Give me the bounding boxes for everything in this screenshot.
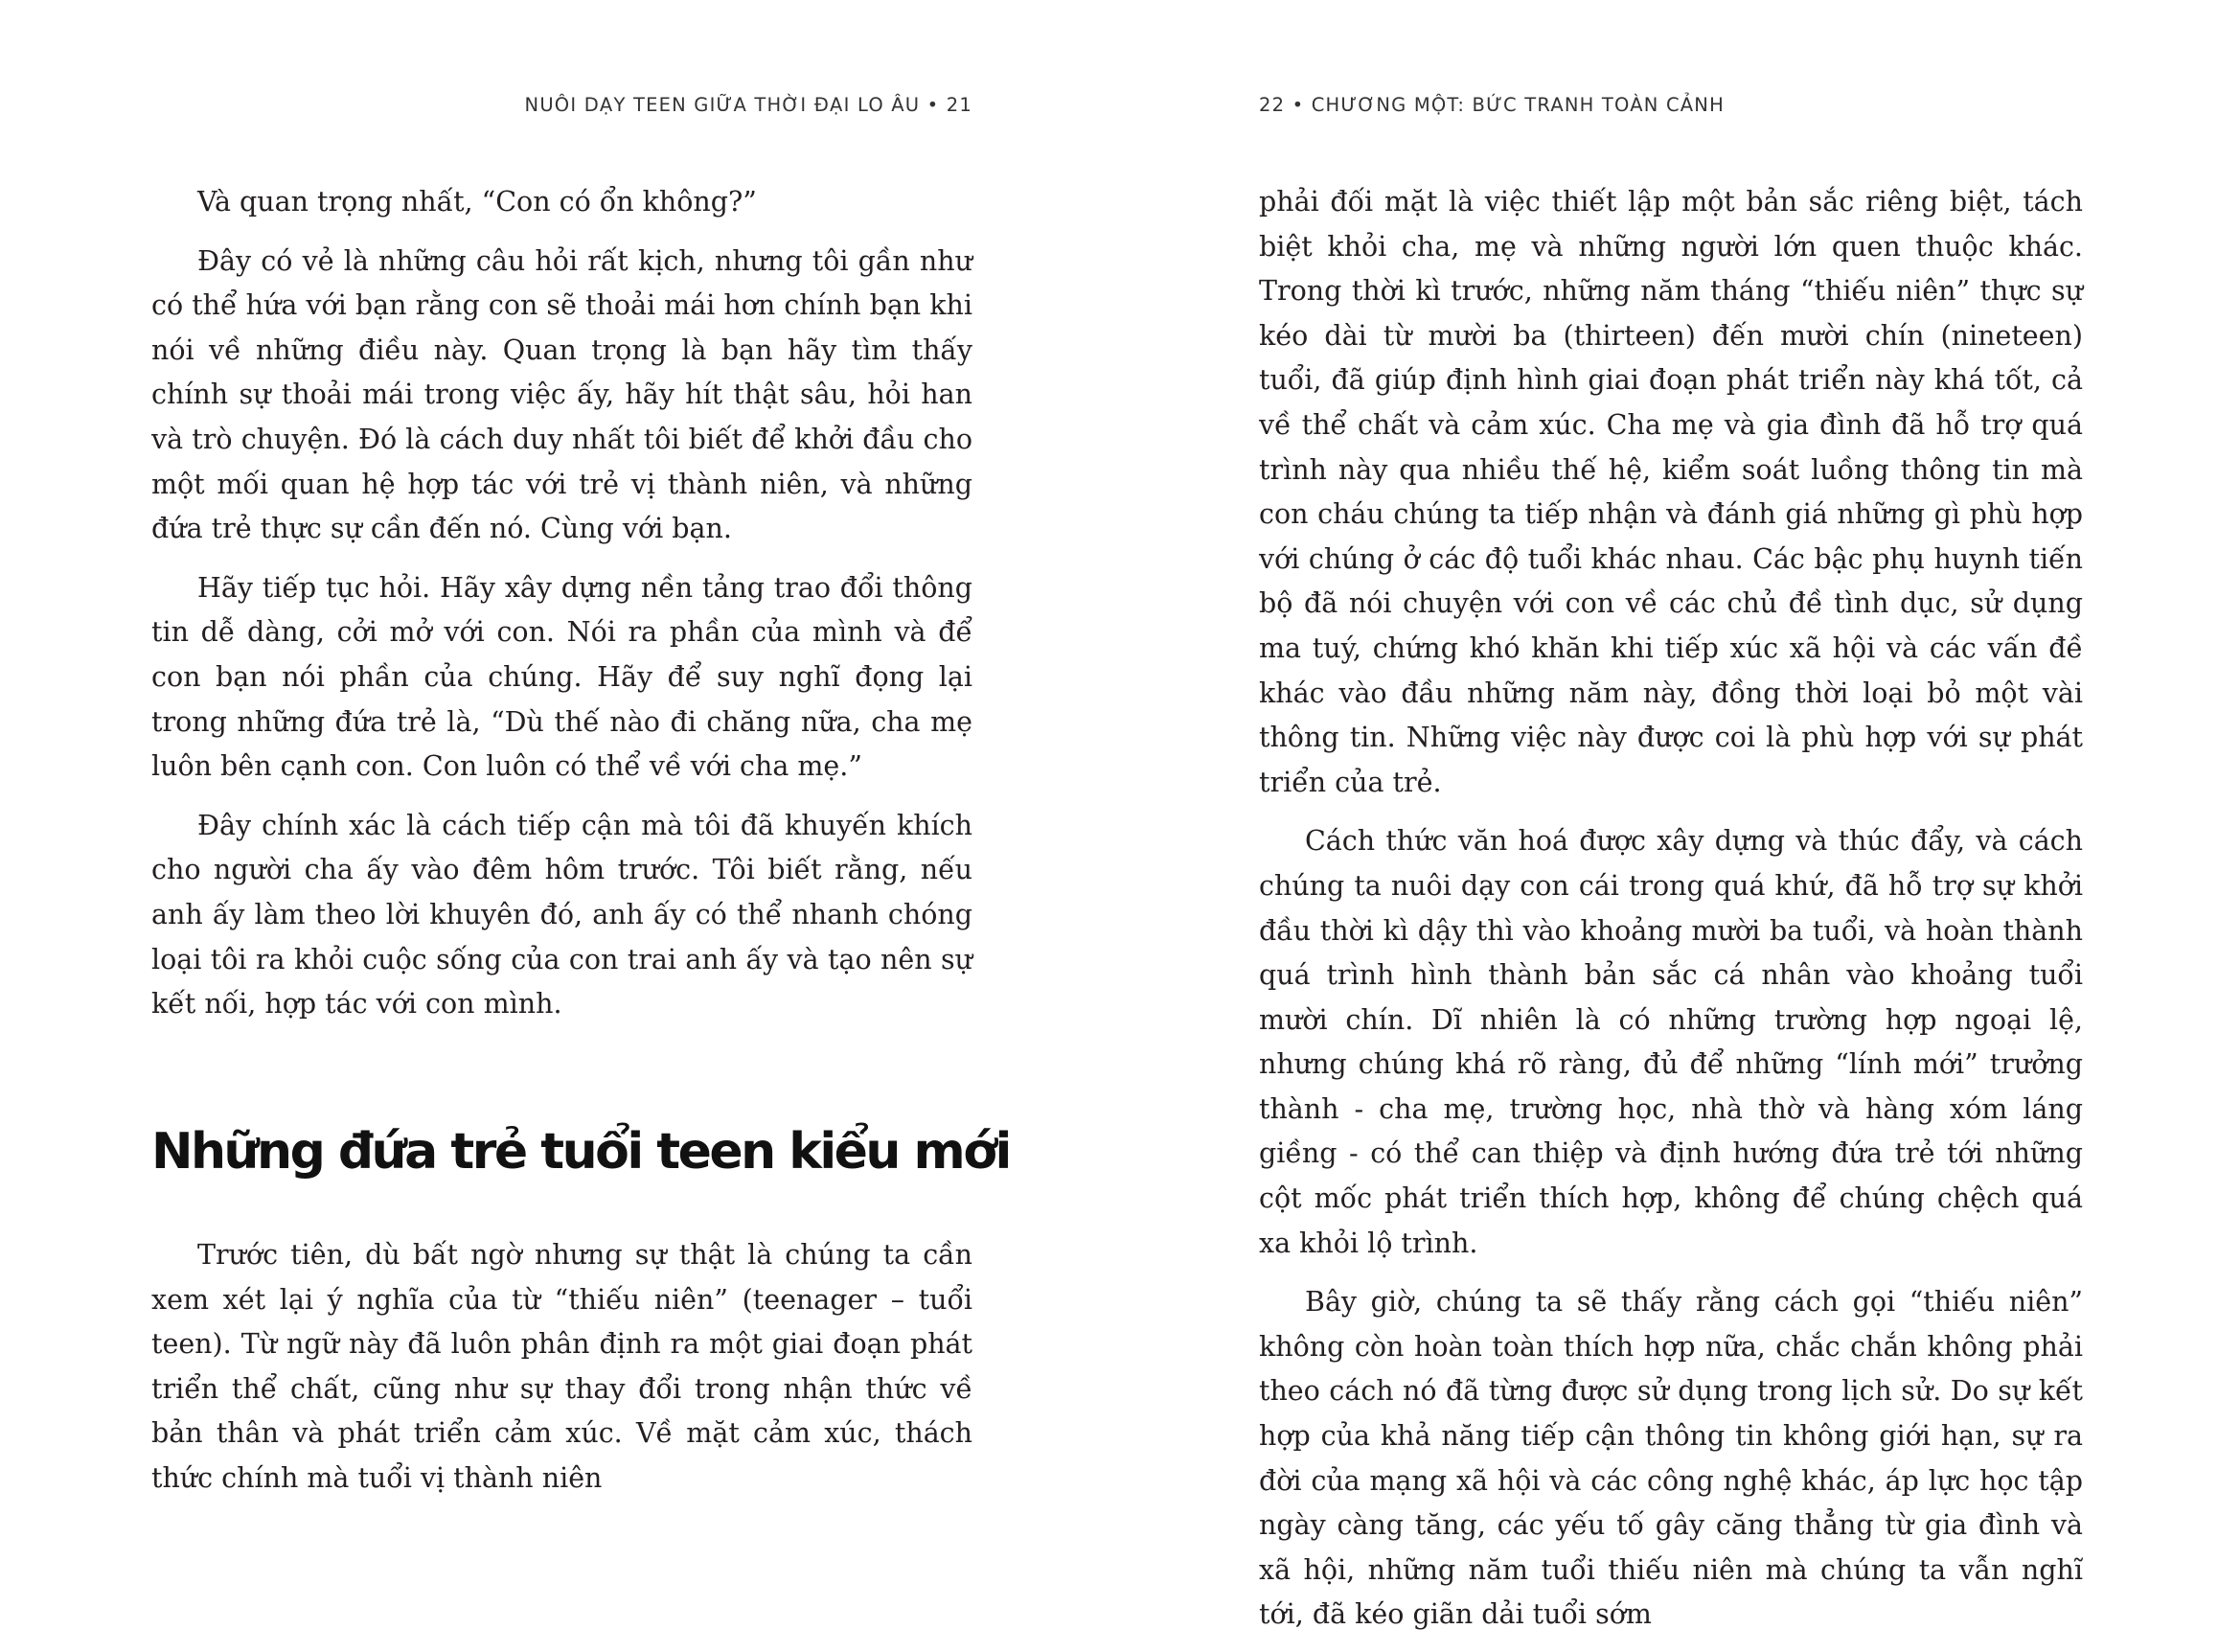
right-page xyxy=(1109,0,2218,1631)
paragraph: phải đối mặt là việc thiết lập một bản sắc riêng biệt, tách biệt khỏi cha, mẹ và những người lớn quen thuộc khác. Trong thời kì trước, những năm tháng “thiếu niên” thực sự kéo dài từ mười ba (thirteen) đến mười chín (nineteen) tuổi, đã giúp định hình giai đoạn phát triển này khá tốt, cả về thể chất và cảm xúc. Cha mẹ và gia đình đã hỗ trợ quá trình này qua nhiều thế hệ, kiểm soát luồng thông tin mà con cháu chúng ta tiếp nhận và đánh giá những gì phù hợp với chúng ở các độ tuổi khác nhau. Các bậc phụ huynh tiến bộ đã nói chuyện với con về các chủ đề tình dục, sử dụng ma tuý, chứng khó khăn khi tiếp xúc xã hội và các vấn đề khác vào đầu những năm này, đồng thời loại bỏ một vài thông tin. Những việc này được coi là phù hợp với sự phát triển của trẻ. xyxy=(1259,186,2083,798)
left-running-head: NUÔI DẠY TEEN GIỮA THỜI ĐẠI LO ÂU • 21 xyxy=(524,94,972,116)
right-running-head: 22 • CHƯƠNG MỘT: BỨC TRANH TOÀN CẢNH xyxy=(1259,94,1725,116)
left-body-top xyxy=(151,180,972,1042)
paragraph: Đây chính xác là cách tiếp cận mà tôi đã khuyến khích cho người cha ấy vào đêm hôm trước. Tôi biết rằng, nếu anh ấy làm theo lời khuyên đó, anh ấy có thể nhanh chóng loại tôi ra khỏi cuộc sống của con trai anh ấy và tạo nên sự kết nối, hợp tác với con mình. xyxy=(151,809,972,1021)
right-body xyxy=(1259,180,2083,1652)
paragraph: Đây có vẻ là những câu hỏi rất kịch, nhưng tôi gần như có thể hứa với bạn rằng con sẽ thoải mái hơn chính bạn khi nói về những điều này. Quan trọng là bạn hãy tìm thấy chính sự thoải mái trong việc ấy, hãy hít thật sâu, hỏi han và trò chuyện. Đó là cách duy nhất tôi biết để khởi đầu cho một mối quan hệ hợp tác với trẻ vị thành niên, và những đứa trẻ thực sự cần đến nó. Cùng với bạn. xyxy=(151,244,972,545)
section-heading: Những đứa trẻ tuổi teen kiểu mới xyxy=(151,1123,1010,1181)
paragraph: Hãy tiếp tục hỏi. Hãy xây dựng nền tảng trao đổi thông tin dễ dàng, cởi mở với con. Nói ra phần của mình và để con bạn nói phần của chúng. Hãy để suy nghĩ đọng lại trong những đứa trẻ là, “Dù thế nào đi chăng nữa, cha mẹ luôn bên cạnh con. Con luôn có thể về với cha mẹ.” xyxy=(151,571,972,783)
paragraph: Bây giờ, chúng ta sẽ thấy rằng cách gọi “thiếu niên” không còn hoàn toàn thích hợp nữa, chắc chắn không phải theo cách nó đã từng được sử dụng trong lịch sử. Do sự kết hợp của khả năng tiếp cận thông tin không giới hạn, sự ra đời của mạng xã hội và các công nghệ khác, áp lực học tập ngày càng tăng, các yếu tố gây căng thẳng từ gia đình và xã hội, những năm tuổi thiếu niên mà chúng ta vẫn nghĩ tới, đã kéo giãn dải tuổi sớm xyxy=(1259,1286,2083,1631)
left-page xyxy=(0,0,1109,1577)
paragraph: Trước tiên, dù bất ngờ nhưng sự thật là chúng ta cần xem xét lại ý nghĩa của từ “thiếu niên” (teenager – tuổi teen). Từ ngữ này đã luôn phân định ra một giai đoạn phát triển thể chất, cũng như sự thay đổi trong nhận thức về bản thân và phát triển cảm xúc. Về mặt cảm xúc, thách thức chính mà tuổi vị thành niên xyxy=(151,1239,972,1494)
paragraph: Và quan trọng nhất, “Con có ổn không?” xyxy=(197,186,757,218)
left-body-bottom xyxy=(151,1233,972,1516)
paragraph: Cách thức văn hoá được xây dựng và thúc đẩy, và cách chúng ta nuôi dạy con cái trong quá khứ, đã hỗ trợ sự khởi đầu thời kì dậy thì vào khoảng mười ba tuổi, và hoàn thành quá trình hình thành bản sắc cá nhân vào khoảng tuổi mười chín. Dĩ nhiên là có những trường hợp ngoại lệ, nhưng chúng khá rõ ràng, đủ để những “lính mới” trưởng thành - cha mẹ, trường học, nhà thờ và hàng xóm láng giềng - có thể can thiệp và định hướng đứa trẻ tới những cột mốc phát triển thích hợp, không để chúng chệch quá xa khỏi lộ trình. xyxy=(1259,825,2083,1259)
